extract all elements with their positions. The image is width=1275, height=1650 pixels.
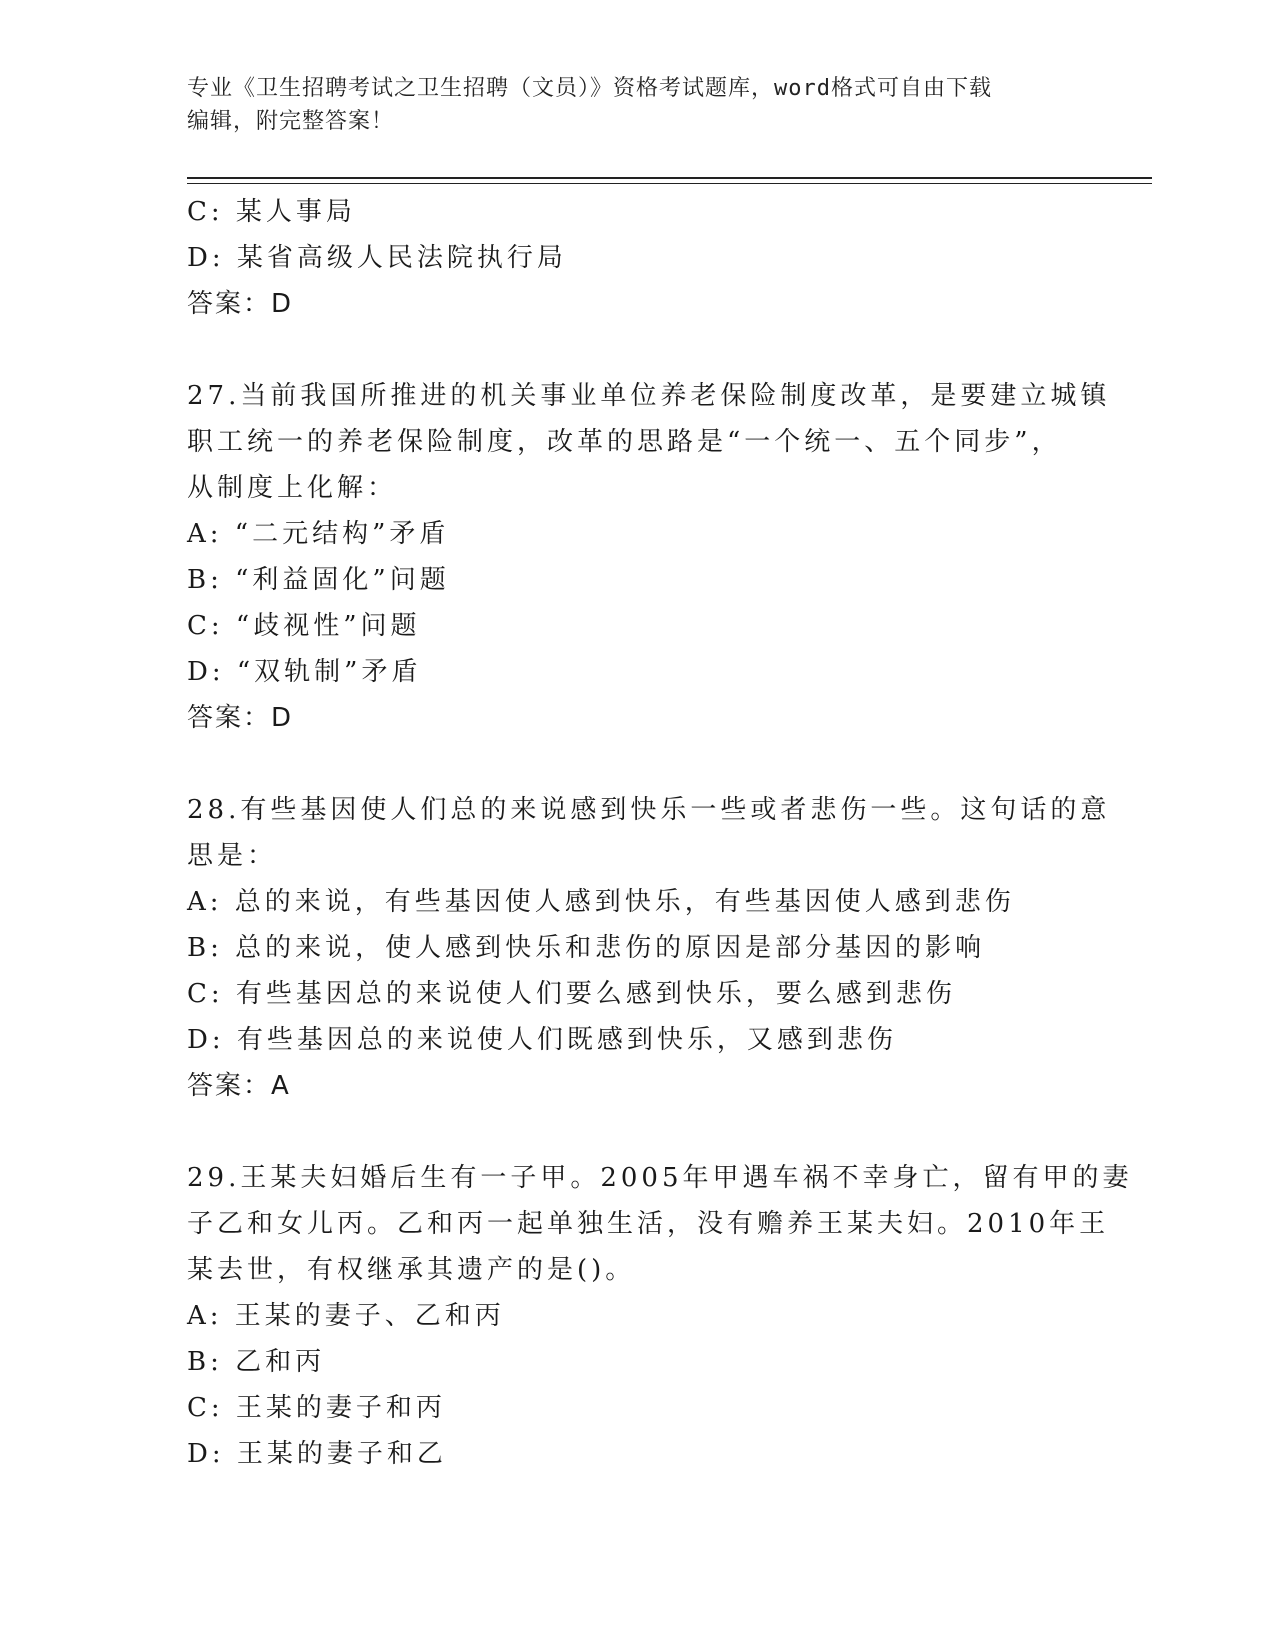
option-c: C: 王某的妻子和丙 [187,1393,446,1423]
option-c: C: 某人事局 [187,197,356,227]
answer: 答案：A [187,1071,291,1101]
question-text: 思是： [187,841,278,871]
question-text: 29.王某夫妇婚后生有一子甲。2005年甲遇车祸不幸身亡，留有甲的妻 [187,1163,1133,1193]
option-b: B: 总的来说，使人感到快乐和悲伤的原因是部分基因的影响 [187,933,986,963]
question-list [187,189,1133,1477]
header-rule [187,177,1152,179]
option-d: D: 王某的妻子和乙 [187,1439,447,1469]
question-text: 子乙和女儿丙。乙和丙一起单独生活，没有赡养王某夫妇。2010年王 [187,1209,1110,1239]
question-block-28 [187,787,1111,1109]
question-block-29 [187,1155,1133,1477]
option-c: C: “歧视性”问题 [187,611,421,641]
option-a: A: 王某的妻子、乙和丙 [187,1301,505,1331]
header-line: 专业《卫生招聘考试之卫生招聘（文员）》资格考试题库，word格式可自由下载 [187,76,992,101]
option-d: D: “双轨制”矛盾 [187,657,422,687]
option-a: A: 总的来说，有些基因使人感到快乐，有些基因使人感到悲伤 [187,887,1015,917]
option-b: B: “利益固化”问题 [187,565,450,595]
header-line: 编辑，附完整答案！ [187,109,395,134]
option-c: C: 有些基因总的来说使人们要么感到快乐，要么感到悲伤 [187,979,956,1009]
question-text: 某去世，有权继承其遗产的是()。 [187,1255,636,1285]
question-block-27 [187,373,1111,741]
answer: 答案：D [187,289,294,319]
option-b: B: 乙和丙 [187,1347,326,1377]
document-header [187,72,1087,138]
question-block-prev [187,189,1087,327]
option-d: D: 某省高级人民法院执行局 [187,243,567,273]
question-text: 27.当前我国所推进的机关事业单位养老保险制度改革，是要建立城镇 [187,381,1111,411]
question-text: 28.有些基因使人们总的来说感到快乐一些或者悲伤一些。这句话的意 [187,795,1111,825]
question-text: 职工统一的养老保险制度，改革的思路是“一个统一、五个同步”， [187,427,1062,457]
option-d: D: 有些基因总的来说使人们既感到快乐，又感到悲伤 [187,1025,897,1055]
header-rule-thin [187,183,1152,184]
answer: 答案：D [187,703,294,733]
question-text: 从制度上化解： [187,473,398,503]
option-a: A: “二元结构”矛盾 [187,519,450,549]
